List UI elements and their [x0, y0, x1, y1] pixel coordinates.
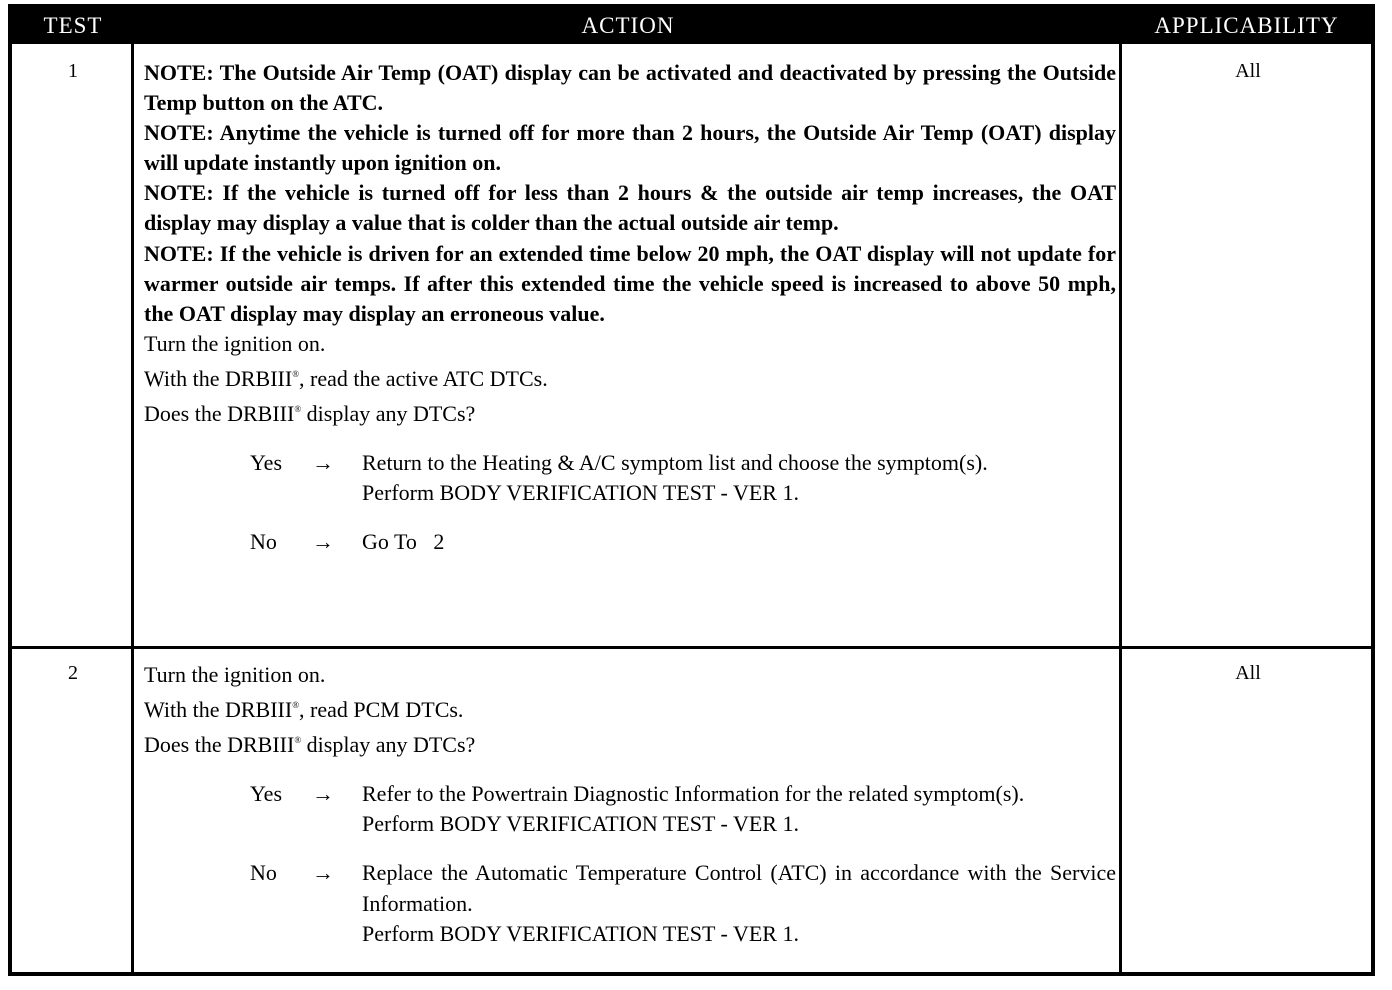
header-action: ACTION: [581, 13, 675, 38]
branch-body: [362, 858, 1116, 948]
note-text: NOTE: If the vehicle is turned off for less than 2 hours & the outside air temp increases, the OAT display may display a value that is colder than the actual outside air temp.: [144, 180, 1116, 236]
arrow-right-icon: →: [312, 450, 334, 476]
test-number: 1: [68, 60, 78, 82]
registered-mark: ®: [292, 700, 300, 711]
no-branch: [144, 858, 1116, 948]
registered-mark: ®: [292, 368, 300, 379]
branch-text: Replace the Automatic Temperature Control (ATC) in accordance with the Service Information.: [362, 860, 1116, 916]
diagnostic-table: [8, 4, 1375, 976]
yes-label: Yes: [250, 781, 283, 807]
test-number: 2: [68, 662, 78, 684]
step-text: Does the DRBIII® display any DTCs?: [144, 732, 476, 758]
step-text: With the DRBIII®, read PCM DTCs.: [144, 697, 464, 723]
action-cell: [144, 660, 1116, 949]
note-text: NOTE: If the vehicle is driven for an extended time below 20 mph, the OAT display will not update for warmer outside air temps. If after this extended time the vehicle speed is increased to above 50 mph, the OAT display may display an erroneous value.: [144, 240, 1116, 326]
branch-body: [362, 779, 1116, 839]
applicability-value: All: [1235, 60, 1261, 82]
arrow-right-icon: →: [312, 529, 334, 555]
step-text: With the DRBIII®, read the active ATC DTCs.: [144, 365, 548, 391]
step-text: Turn the ignition on.: [144, 330, 326, 356]
header-applicability: APPLICABILITY: [1154, 13, 1339, 38]
action-cell: [144, 58, 1116, 557]
registered-mark: ®: [294, 735, 302, 746]
step-text: Does the DRBIII® display any DTCs?: [144, 401, 476, 427]
column-divider: [1119, 44, 1122, 972]
perform-text: Perform BODY VERIFICATION TEST - VER 1.: [362, 811, 799, 837]
registered-mark: ®: [294, 404, 302, 415]
perform-text: Perform BODY VERIFICATION TEST - VER 1.: [362, 920, 799, 946]
column-divider: [131, 44, 134, 972]
applicability-value: All: [1235, 662, 1261, 684]
no-label: No: [250, 860, 277, 886]
arrow-right-icon: →: [312, 781, 334, 807]
branch-body: [362, 448, 1116, 508]
arrow-right-icon: →: [312, 860, 334, 886]
perform-text: Perform BODY VERIFICATION TEST - VER 1.: [362, 480, 799, 506]
branch-text: Go To 2: [362, 529, 445, 555]
table-header: [12, 8, 1371, 44]
no-label: No: [250, 529, 277, 555]
header-test: TEST: [43, 13, 103, 38]
branch-text: Refer to the Powertrain Diagnostic Information for the related symptom(s).: [362, 781, 1025, 807]
note-text: NOTE: Anytime the vehicle is turned off for more than 2 hours, the Outside Air Temp (OAT) display will update instantly upon ignition on.: [144, 120, 1116, 176]
yes-branch: [144, 779, 1116, 839]
note-text: NOTE: The Outside Air Temp (OAT) display can be activated and deactivated by pressing the Outside Temp button on the ATC.: [144, 60, 1116, 116]
step-text: Turn the ignition on.: [144, 662, 326, 687]
branch-text: Return to the Heating & A/C symptom list and choose the symptom(s).: [362, 450, 988, 476]
yes-label: Yes: [250, 450, 283, 476]
row-divider: [12, 646, 1371, 649]
yes-branch: [144, 448, 1116, 508]
no-branch: [144, 527, 1116, 557]
